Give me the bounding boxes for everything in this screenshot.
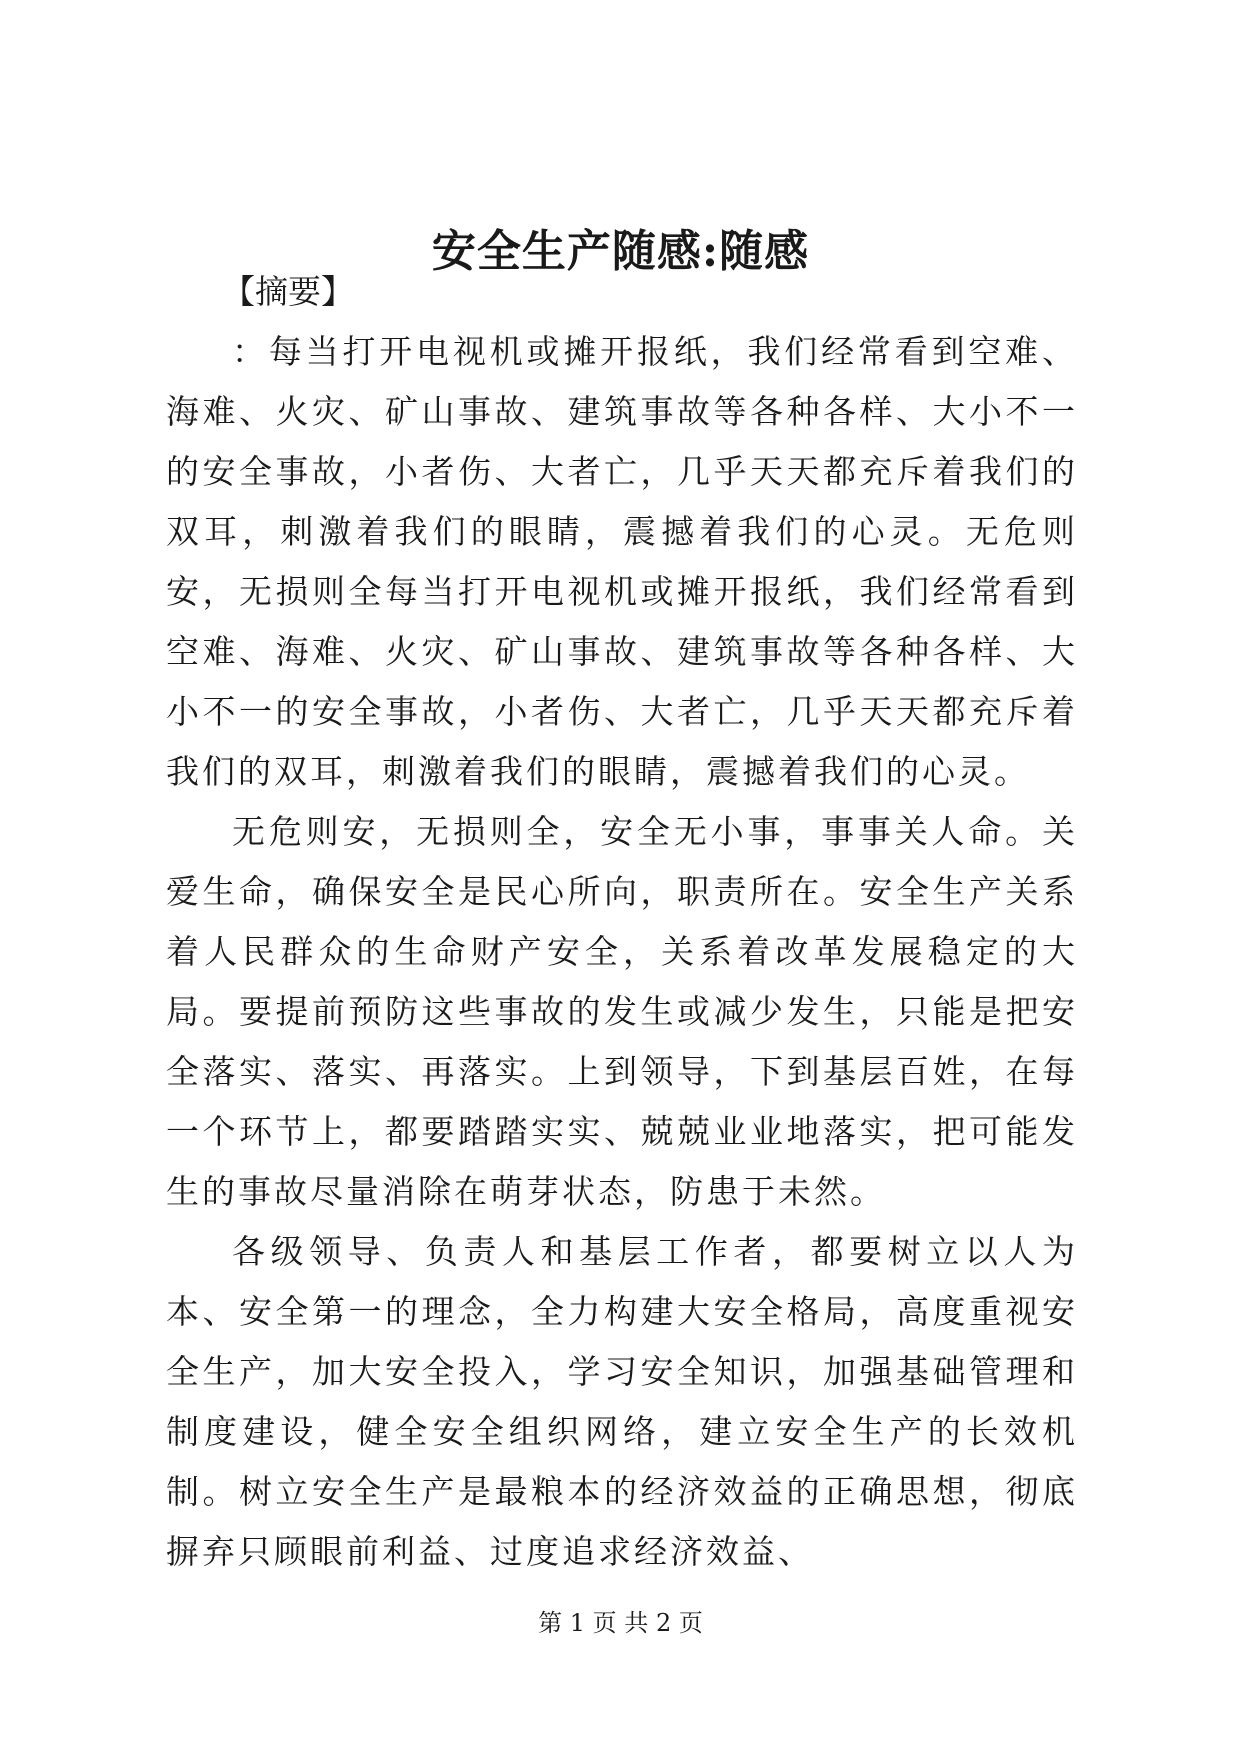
page-number: 第 1 页 共 2 页 [538, 1609, 703, 1637]
paragraph: ：每当打开电视机或摊开报纸，我们经常看到空难、海难、火灾、矿山事故、建筑事故等各种各样、大小不一的安全事故，小者伤、大者亡，几乎天天都充斥着我们的双耳，刺激着我们的眼睛，震撼着我们的心灵。无危则安，无损则全每当打开电视机或摊开报纸，我们经常看到空难、海难、火灾、矿山事故、建筑事故等各种各样、大小不一的安全事故，小者伤、大者亡，几乎天天都充斥着我们的双耳，刺激着我们的眼睛，震撼着我们的心灵。 [166, 332, 1078, 791]
paragraph: 无危则安，无损则全，安全无小事，事事关人命。关爱生命，确保安全是民心所向，职责所在。安全生产关系着人民群众的生命财产安全，关系着改革发展稳定的大局。要提前预防这些事故的发生或减少发生，只能是把安全落实、落实、再落实。上到领导，下到基层百姓，在每一个环节上，都要踏踏实实、兢兢业业地落实，把可能发生的事故尽量消除在萌芽状态，防患于未然。 [166, 812, 1078, 1211]
document-body [166, 322, 1078, 1582]
page-footer [0, 1608, 1241, 1638]
paragraph: 各级领导、负责人和基层工作者，都要树立以人为本、安全第一的理念，全力构建大安全格局，高度重视安全生产，加大安全投入，学习安全知识，加强基础管理和制度建设，健全安全组织网络，建立安全生产的长效机制。树立安全生产是最粮本的经济效益的正确思想，彻底摒弃只顾眼前利益、过度追求经济效益、 [166, 1232, 1078, 1571]
document-title: 安全生产随感:随感 [431, 226, 810, 277]
abstract-label: 【摘要】 [222, 272, 354, 311]
